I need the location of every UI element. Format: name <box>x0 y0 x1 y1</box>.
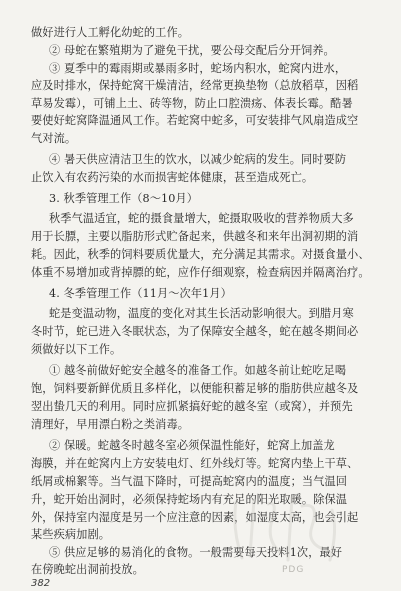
text-line: 用于长膘，主要以脂肪形式贮备起来，供越冬和来年出洞初期的消 <box>31 230 359 243</box>
text-line: 体重不易增加或背掉膘的蛇，应作仔细观察，检查病因并隔离治疗。 <box>31 266 370 279</box>
text-line: ③ 夏季中的霉雨期或暴雨多时，蛇场内积水，蛇窝内进水， <box>49 62 347 75</box>
text-line: 翌出蛰几天的利用。同时应抓紧搞好蛇的越冬室（或窝），并预先 <box>31 400 353 413</box>
page-number: 382 <box>31 578 51 589</box>
text-line: 蛇是变温动物，温度的变化对其生长活动影响很大。到腊月寒 <box>49 307 354 320</box>
text-line: ① 越冬前做好蛇安全越冬的准备工作。如越冬前让蛇吃足喝 <box>49 364 347 377</box>
text-line: 某些疾病加剧。 <box>31 528 111 541</box>
text-line: 海膜，并在蛇窝内上方安装电灯、红外线灯等。蛇窝内垫上干草、 <box>31 457 359 470</box>
text-line: 止饮入有农药污染的水而损害蛇体健康，甚至造成死亡。 <box>31 171 314 184</box>
section-heading: 4. 冬季管理工作（11月～次年1月） <box>49 287 232 300</box>
text-line: ⑤ 供应足够的易消化的食物。一般需要每天投料1次，最好 <box>49 546 343 559</box>
text-line: 草易发霉），可铺上土、砖等物，防止口腔溃疡、体表长霉。酷暑 <box>31 97 353 110</box>
section-heading: 3. 秋季管理工作（8～10月） <box>49 192 199 205</box>
text-line: ④ 暑天供应清洁卫生的饮水，以减少蛇病的发生。同时要防 <box>49 153 347 166</box>
text-line: 秋季气温适宜，蛇的摄食量增大，蛇摄取吸收的营养物质大多 <box>49 212 354 225</box>
text-line: ② 保暖。蛇越冬时越冬室必须保温性能好，蛇窝上加盖龙 <box>49 439 335 452</box>
watermark-logo-icon <box>228 490 346 570</box>
text-line: 饱，饲料要新鲜优质且多样化，以便能积蓄足够的脂肪供应越冬及 <box>31 382 359 395</box>
text-line: 清理好，早用漂白粉之类消毒。 <box>31 418 190 431</box>
text-line: 在傍晚蛇出洞前投放。 <box>31 563 144 576</box>
text-line: 应及时排水，保持蛇窝干燥清洁，经常更换垫物（总放稻草，因稻 <box>31 79 359 92</box>
text-line: 做好进行人工孵化幼蛇的工作。 <box>31 26 190 39</box>
text-line: 外，保持室内湿度是另一个应注意的因素，如湿度太高，也会引起 <box>31 511 359 524</box>
text-line: 气对流。 <box>31 132 77 145</box>
text-line: 升，蛇开始出洞时，必须保持蛇场内有充足的阳光取暖。除保温 <box>31 493 348 506</box>
watermark-text: PDG <box>282 565 305 575</box>
text-line: ② 母蛇在繁殖期为了避免干扰，要公母交配后分开饲养。 <box>49 44 335 57</box>
text-line: 要使好蛇窝降温通风工作。若蛇窝中蛇多，可安装排气风扇造成空 <box>31 114 359 127</box>
text-line: 须做好以下工作。 <box>31 343 122 356</box>
text-line: 冬时节，蛇已进入冬眠状态，为了保障安全越冬，蛇在越冬期间必 <box>31 325 359 338</box>
text-line: 耗。因此，秋季的饲料要质优量大，充分满足其需求。对摄食量小、 <box>31 248 370 261</box>
text-line: 纸屑或棉絮等。当气温下降时，可提高蛇窝内的温度；当气温回 <box>31 475 348 488</box>
